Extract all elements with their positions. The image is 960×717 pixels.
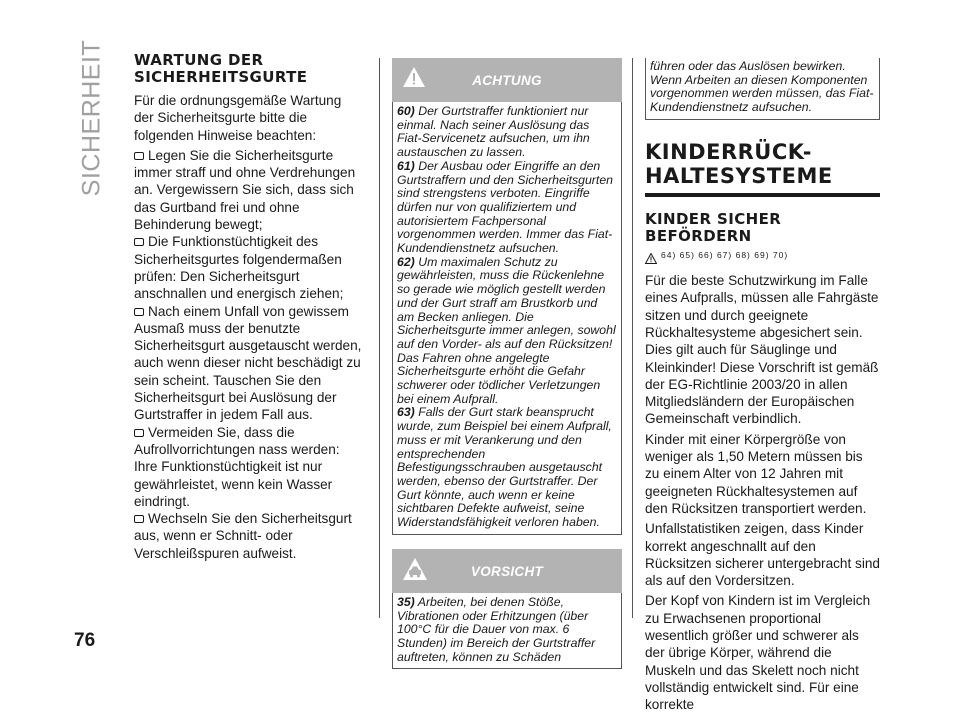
caution-continued: führen oder das Auslösen bewirken. Wenn Arbeiten an diesen Komponenten vorgenommen werden müssen, das Fiat-Kundendienstnetz aufsuchen. <box>645 58 880 120</box>
bullet-item: Vermeiden Sie, dass die Aufrollvorrichtungen nass werden: Ihre Funktionstüchtigkeit ist nur gewährleistet, wenn kein Wasser eindringt. <box>134 424 340 509</box>
column-maintenance <box>134 52 362 562</box>
checkbox-bullet-icon <box>134 152 144 160</box>
paragraph: Für die beste Schutzwirkung im Falle eines Aufpralls, müssen alle Fahrgäste sitzen und durch geeignete Rückhaltesysteme abgesichert sein. Dies gilt auch für Säuglinge und Kleinkinder! Diese Vorschrift ist gemäß der EG-Richtlinie 2003/20 in allen Mitgliedsländern der Europäischen Gemeinschaft verbindlich. <box>645 273 879 427</box>
heading-rule <box>645 193 880 197</box>
page-number: 76 <box>74 630 96 651</box>
paragraph: Der Kopf von Kindern ist im Vergleich zu Erwachsenen proportional wesentlich größer und schwerer als der übrige Körper, während die Muskeln und das Skelett noch nicht vollständig entwickelt sind. Für eine korrekte <box>645 593 871 713</box>
bullet-item: Die Funktionstüchtigkeit des Sicherheitsgurtes folgendermaßen prüfen: Den Sicherheitsgurt anschnallen und energisch ziehen; <box>134 234 344 302</box>
caution-box-body <box>392 593 622 670</box>
bullet-item: Legen Sie die Sicherheitsgurte immer straff und ohne Verdrehungen an. Vergewissern Sie sich, dass sich das Gurtband frei und ohne Behinderung bewegt; <box>134 147 356 233</box>
section-heading-maintenance: WARTUNG DER SICHERHEITSGURTE <box>134 51 308 86</box>
checkbox-bullet-icon <box>134 238 144 246</box>
warning-triangle-icon <box>645 253 657 264</box>
checkbox-bullet-icon <box>134 429 144 437</box>
warning-box-header <box>392 58 622 102</box>
warning-item: 61) Der Ausbau oder Eingriffe an den Gurtstraffern und den Sicherheitsgurten sind strengstens verboten. Eingriffe dürfen nur von qualifiziertem und autorisiertem Fachpersonal vorgenommen werden. Immer das Fiat-Kundendienstnetz aufsuchen. <box>397 158 614 256</box>
reference-notes <box>645 247 880 264</box>
warning-box-body <box>392 102 622 535</box>
checkbox-bullet-icon <box>134 515 144 523</box>
bullet-item: Nach einem Unfall von gewissem Ausmaß muss der benutzte Sicherheitsgurt ausgetauscht werden, auch wenn dieser nicht beschädigt zu sein scheint. Tauschen Sie den Sicherheitsgurt bei Auslösung der Gurtstraffer in jedem Fall aus. <box>134 303 362 423</box>
caution-item: 35) Arbeiten, bei denen Stöße, Vibrationen oder Erhitzungen (über 100°C für die Dauer von max. 6 Stunden) im Bereich der Gurtstraffer auftreten, können zu Schäden <box>397 594 596 664</box>
chapter-heading: KINDERRÜCK- HALTESYSTEME <box>645 139 833 188</box>
column-warnings <box>392 58 622 669</box>
paragraph: Kinder mit einer Körpergröße von weniger als 1,50 Metern müssen bis zu einem Alter von 12 Jahren mit geeigneten Rückhaltesystemen auf den Rücksitzen transportiert werden. <box>645 431 867 516</box>
column-child-restraints <box>645 58 880 717</box>
column-divider <box>632 58 633 618</box>
reference-numbers: 64) 65) 66) 67) 68) 69) 70) <box>661 249 789 260</box>
warning-item: 60) Der Gurtstraffer funktioniert nur einmal. Nach seiner Auslösung das Fiat-Servicenetz aufsuchen, um ihn austauschen zu lassen. <box>397 104 590 160</box>
warning-label: ACHTUNG <box>472 73 542 88</box>
column-divider <box>379 58 380 618</box>
paragraph: Unfallstatistiken zeigen, dass Kinder korrekt angeschnallt auf den Rücksitzen sicherer untergebracht sind als auf den Vordersitzen. <box>645 521 880 589</box>
caution-box-header <box>392 549 622 593</box>
warning-item: 62) Um maximalen Schutz zu gewährleisten, muss die Rückenlehne so gerade wie möglich gestellt werden und der Gurt straff am Brustkorb und am Becken anliegen. Die Sicherheitsgurte immer anlegen, sowohl auf den Vorder- als auf den Rücksitzen! Das Fahren ohne angelegte Sicherheitsgurte erhöht die Gefahr schwerer oder tödlicher Verletzungen bei einem Aufprall. <box>397 254 616 406</box>
bullet-item: Wechseln Sie den Sicherheitsgurt aus, wenn er Schnitt- oder Verschleißspuren aufweist. <box>134 511 352 561</box>
side-title-text: SICHERHEIT <box>77 39 106 197</box>
warning-item: 63) Falls der Gurt stark beansprucht wurde, zum Beispiel bei einem Aufprall, muss er mit Verankerung und den entsprechenden Befestigungsschrauben ausgetauscht werden, ebenso der Gurtstraffer. Der Gurt könnte, auch wenn er keine sichtbaren Defekte aufweist, seine Widerstandsfähigkeit verloren haben. <box>397 405 612 530</box>
side-section-title <box>72 39 112 197</box>
subheading-child-safety: KINDER SICHER BEFÖRDERN <box>645 209 782 245</box>
intro-paragraph: Für die ordnungsgemäße Wartung der Sicherheitsgurte bitte die folgenden Hinweise beachten: <box>134 93 342 143</box>
caution-label: VORSICHT <box>470 563 544 579</box>
checkbox-bullet-icon <box>134 308 144 316</box>
